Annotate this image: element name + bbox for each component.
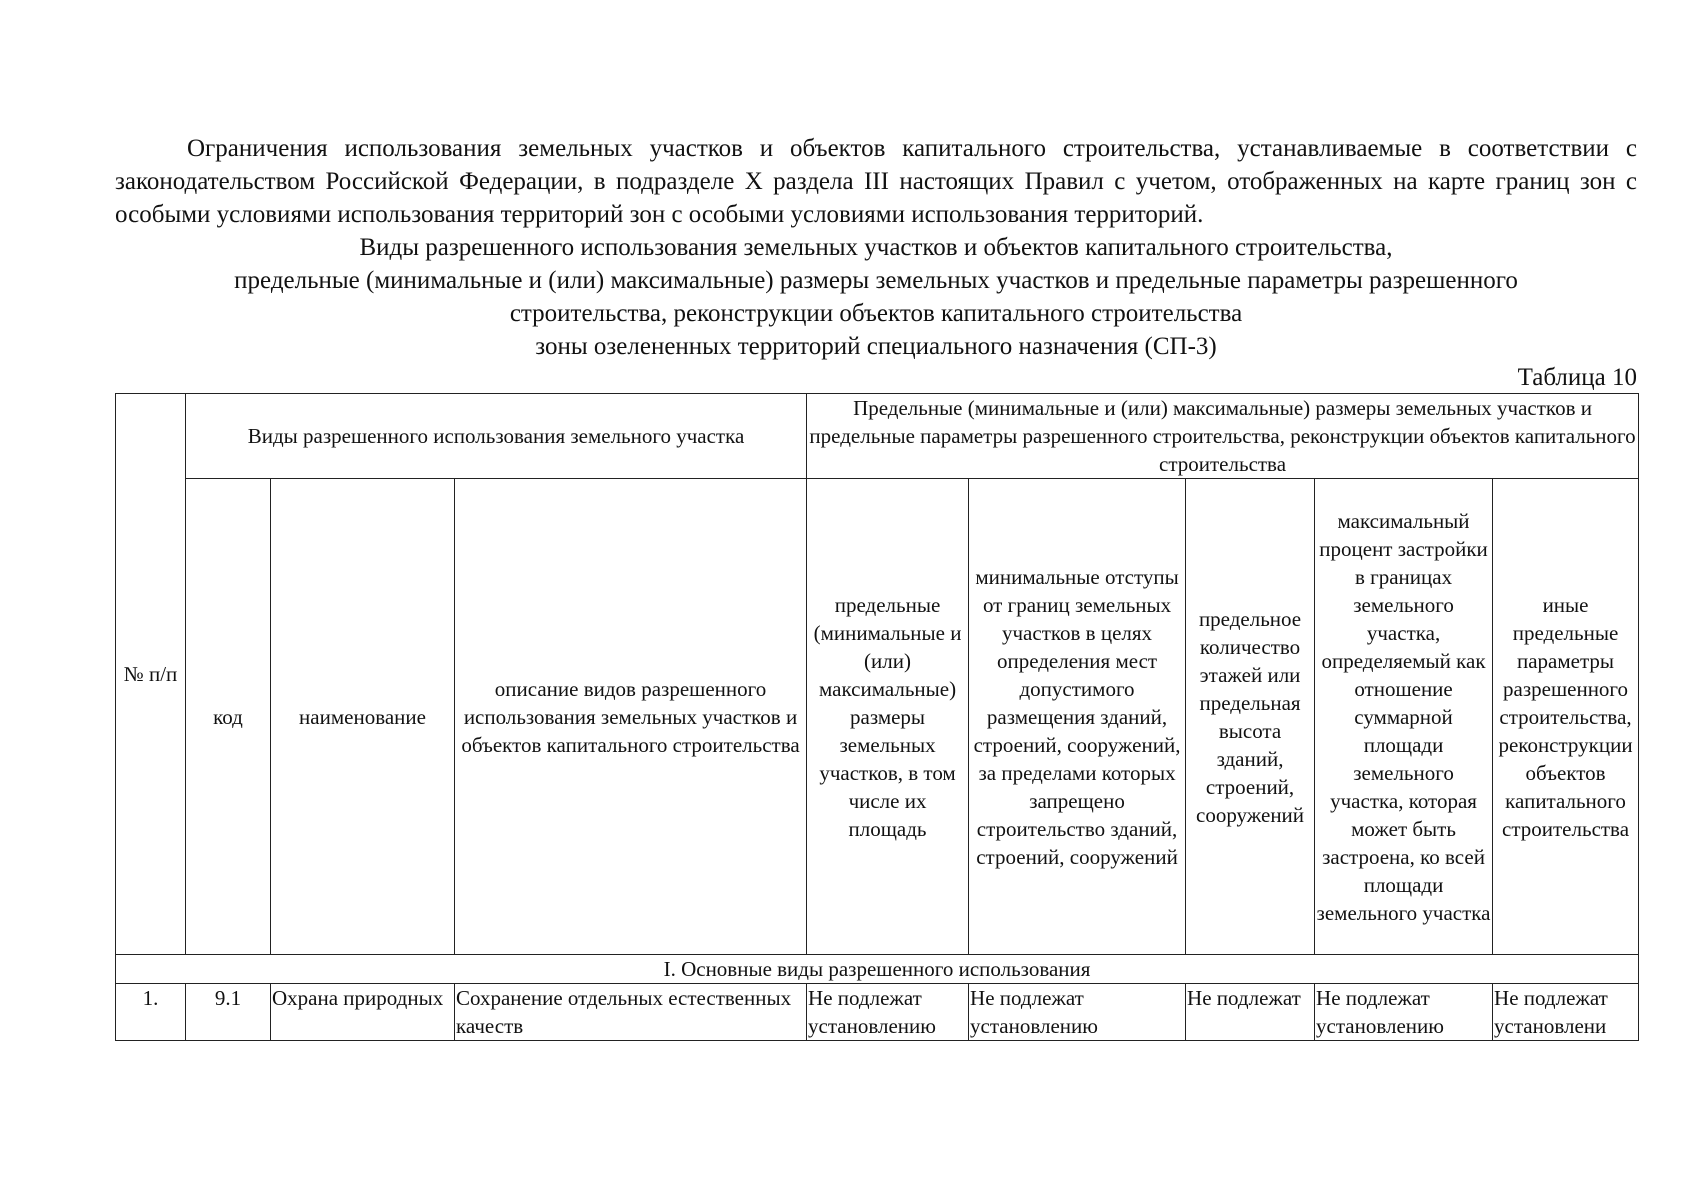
header-size: предельные (минимальные и (или) максимальные) размеры земельных участков, в том числе их площадь <box>807 479 969 955</box>
heading-line-2: предельные (минимальные и (или) максимальные) размеры земельных участков и предельные параметры разрешенного <box>234 267 1518 294</box>
table-caption: Таблица 10 <box>1517 364 1637 391</box>
row-num-text: 1. <box>142 986 159 1010</box>
row-code <box>186 984 271 1041</box>
heading-line-3: строительства, реконструкции объектов капитального строительства <box>509 300 1243 327</box>
header-coverage: максимальный процент застройки в границах земельного участка, определяемый как отношение суммарной площади земельного участка, которая может быть застроена, ко всей площади земельного участка <box>1315 479 1493 955</box>
header-group-types: Виды разрешенного использования земельного участка <box>186 394 807 479</box>
row-setback <box>969 984 1186 1041</box>
table-header-row-1 <box>116 394 1639 479</box>
row-code-text: 9.1 <box>214 986 242 1010</box>
row-num <box>116 984 186 1041</box>
heading-line-4: зоны озелененных территорий специального назначения (СП-3) <box>535 333 1217 360</box>
row-description <box>455 984 807 1041</box>
row-description-text: Сохранение отдельных естественных качеств <box>456 986 792 1038</box>
heading-line-1: Виды разрешенного использования земельных участков и объектов капитального строительства, <box>359 234 1393 261</box>
row-size <box>807 984 969 1041</box>
zoning-table <box>115 393 1639 1041</box>
header-code: код <box>186 479 271 955</box>
section-title: I. Основные виды разрешенного использования <box>116 955 1639 984</box>
row-setback-text: Не подлежат установлению <box>970 986 1098 1038</box>
row-coverage <box>1315 984 1493 1041</box>
header-description: описание видов разрешенного использования земельных участков и объектов капитального строительства <box>455 479 807 955</box>
row-name <box>271 984 455 1041</box>
row-name-text: Охрана природных <box>272 986 444 1010</box>
header-group-params: Предельные (минимальные и (или) максимальные) размеры земельных участков и предельные параметры разрешенного строительства, реконструкции объектов капитального строительства <box>807 394 1639 479</box>
row-other-text: Не подлежат установлени <box>1494 986 1608 1038</box>
document-page <box>115 132 1637 1041</box>
header-num: № п/п <box>116 394 186 955</box>
table-header-row-2 <box>116 479 1639 955</box>
header-floors: предельное количество этажей или предельная высота зданий, строений, сооружений <box>1186 479 1315 955</box>
intro-paragraph: Ограничения использования земельных участков и объектов капитального строительства, устанавливаемые в соответствии с законодательством Российской Федерации, в подразделе X раздела III настоящих Правил с учетом, отображенных на карте границ зон с особыми условиями использования территорий зон с особыми условиями использования территорий. <box>115 135 1637 228</box>
row-coverage-text: Не подлежат установлению <box>1316 986 1444 1038</box>
section-row <box>116 955 1639 984</box>
header-setback: минимальные отступы от границ земельных участков в целях определения мест допустимого размещения зданий, строений, сооружений, за пределами которых запрещено строительство зданий, строений, сооружений <box>969 479 1186 955</box>
row-size-text: Не подлежат установлению <box>808 986 936 1038</box>
row-floors <box>1186 984 1315 1041</box>
row-other <box>1493 984 1639 1041</box>
header-name: наименование <box>271 479 455 955</box>
table-row <box>116 984 1639 1041</box>
header-other: иные предельные параметры разрешенного строительства, реконструкции объектов капитального строительства <box>1493 479 1639 955</box>
row-floors-text: Не подлежат <box>1187 986 1301 1010</box>
